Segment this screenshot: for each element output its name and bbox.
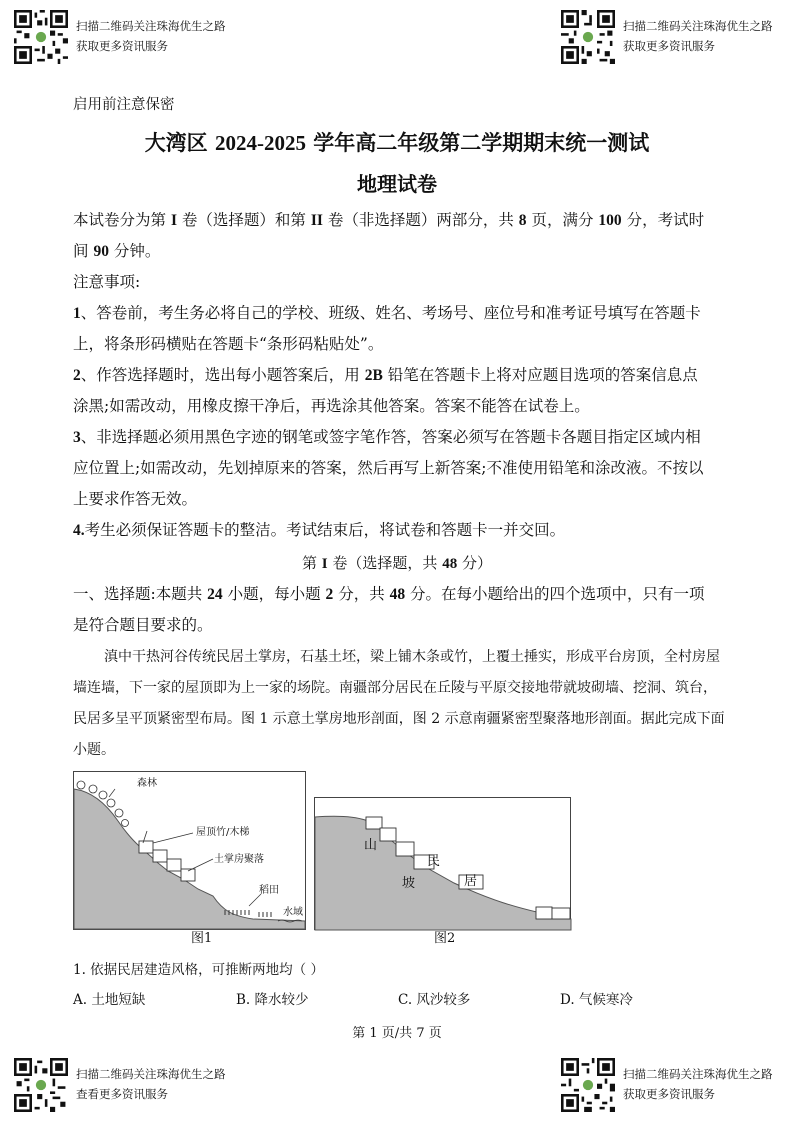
note-number: 2 [73,367,81,384]
note-text: 、作答选择题时，选出每小题答案后，用 [80,366,365,384]
option-d[interactable]: D. 气候寒冷 [560,992,633,1008]
note-number: 4. [73,522,85,539]
note-1-line1 [73,298,723,329]
figure-2-caption: 图2 [434,931,456,946]
section-title-bold: I [321,556,328,572]
qr-block-bottom-left [14,1058,226,1112]
notes-heading: 注意事项: [73,273,141,291]
confidential-notice [73,90,723,121]
confidential-text: 启用前注意保密 [73,97,175,113]
instr-text: 分，共 [333,585,390,603]
section-instructions-line1 [73,579,723,610]
section-instructions [73,579,723,641]
option-b[interactable]: B. 降水较少 [236,992,309,1008]
passage-line1: 滇中干热河谷传统民居土掌房，石基土坯，梁上铺木条或竹，上覆土捶实，形成平台房顶，全村房屋 [104,649,720,665]
note-1-line2: 上，将条形码横贴在答题卡“条形码粘贴处”。 [73,335,384,353]
intro-paragraph [73,205,723,267]
option-a[interactable]: A. 土地短缺 [73,992,146,1008]
intro-text: 间 [73,242,94,260]
note-number: 1 [73,305,81,322]
figure1-label-water: 水域 [283,907,303,918]
figure2-label-ju: 居 [464,874,478,889]
intro-bold: 100 [598,212,622,229]
intro-bold: II [310,212,323,229]
figure-1-diagram [73,771,307,931]
note-text: 、非选择题必须用黑色字迹的钢笔或签字笔作答，答案必须写在答题卡各题目指定区域内相 [80,428,701,446]
note-2-line2: 涂黑;如需改动，用橡皮擦干净后，再选涂其他答案。答案不能答在试卷上。 [73,397,590,415]
qr-caption-line1: 扫描二维码关注珠海优生之路 [76,19,226,33]
instr-text: 小题，每小题 [222,585,326,603]
figure-1-caption: 图1 [191,931,213,946]
intro-bold: I [170,212,177,229]
qr-caption-line2: 获取更多资讯服务 [623,1087,715,1101]
instr-bold: 24 [207,586,223,603]
qr-caption-line1: 扫描二维码关注珠海优生之路 [623,19,773,33]
note-number: 3 [73,429,81,446]
figure1-label-roof: 屋顶竹/木梯 [196,827,250,838]
qr-caption [623,10,773,56]
note-2-line1 [73,360,723,391]
qr-caption-line2: 查看更多资讯服务 [76,1087,168,1101]
exam-title [0,128,794,158]
note-text: 铅笔在答题卡上将对应题目选项的答案信息点 [382,366,698,384]
instr-bold: 48 [389,586,406,603]
instr-text: 一、选择题:本题共 [73,585,208,603]
qr-code-icon [561,10,615,64]
intro-text: 卷（选择题）和第 [176,211,311,229]
page-number: 第 1 页/共 7 页 [352,1026,442,1041]
qr-block-bottom-right [561,1058,773,1112]
intro-bold: 8 [518,212,527,229]
intro-line1 [73,205,723,236]
intro-text: 分钟。 [108,242,161,260]
intro-text: 本试卷分为第 [73,211,171,229]
figure1-label-forest: 森林 [137,778,157,789]
exam-subject [0,170,794,198]
qr-code-icon [561,1058,615,1112]
qr-caption [76,1058,226,1104]
section-title [0,551,794,576]
qr-code-icon [14,10,68,64]
note-3-line1 [73,422,723,453]
note-3-line3: 上要求作答无效。 [73,490,198,508]
instr-text: 分。在每小题给出的四个选项中，只有一项 [405,585,705,603]
reading-passage [73,642,723,766]
figure1-label-paddy: 稻田 [259,885,279,896]
figure2-label-min: 民 [427,854,441,869]
qr-caption [76,10,226,56]
figure2-label-po: 坡 [402,876,416,891]
qr-caption [623,1058,773,1104]
note-text: 、答卷前，考生务必将自己的学校、班级、姓名、考场号、座位号和准考证号填写在答题卡 [80,304,701,322]
intro-text: 页，满分 [526,211,599,229]
passage-line4: 小题。 [73,742,115,758]
notes-section [73,267,723,546]
qr-caption-line1: 扫描二维码关注珠海优生之路 [76,1067,226,1081]
qr-block-top-left [14,10,226,64]
question-1-stem: 1. 依据民居建造风格，可推断两地均（ ） [73,962,324,978]
intro-text: 卷（非选择题）两部分，共 [322,211,519,229]
section-title-text: 卷（选择题，共 [327,554,443,572]
intro-line2 [73,236,723,267]
exam-title-post: 学年高二年级第二学期期末统一测试 [306,130,650,155]
qr-caption-line2: 获取更多资讯服务 [76,39,168,53]
exam-title-pre: 大湾区 [144,130,215,155]
figure2-label-shan: 山 [364,838,378,853]
note-text: 考生必须保证答题卡的整洁。考试结束后，将试卷和答题卡一并交回。 [84,521,566,539]
note-4-line1 [73,515,723,546]
passage-line3: 民居多呈平顶紧密型布局。图 1 示意土掌房地形剖面，图 2 示意南疆紧密型聚落地形剖面。据此完成下面 [73,711,725,727]
qr-code-icon [14,1058,68,1112]
section-title-text: 第 [302,554,322,572]
section-title-text: 分） [457,554,492,572]
passage-line2: 墙连墙，下一家的屋顶即为上一家的场院。南疆部分居民在丘陵与平原交接地带就坡砌墙、挖洞、筑台， [73,680,717,696]
section-instructions-line2: 是符合题目要求的。 [73,616,213,634]
qr-caption-line2: 获取更多资讯服务 [623,39,715,53]
qr-block-top-right [561,10,773,64]
note-bold: 2B [364,367,383,384]
figure1-label-village: 土掌房聚落 [214,854,264,865]
figure-2-diagram [314,797,572,931]
exam-title-year: 2024-2025 [215,131,306,155]
instr-bold: 2 [325,586,334,603]
option-c[interactable]: C. 风沙较多 [398,992,471,1008]
section-title-bold: 48 [442,556,458,572]
exam-subject-text: 地理试卷 [357,172,437,196]
intro-bold: 90 [93,243,109,260]
qr-caption-line1: 扫描二维码关注珠海优生之路 [623,1067,773,1081]
note-3-line2: 应位置上;如需改动，先划掉原来的答案，然后再写上新答案;不准使用铅笔和涂改液。不按以 [73,459,704,477]
intro-text: 分，考试时 [621,211,705,229]
